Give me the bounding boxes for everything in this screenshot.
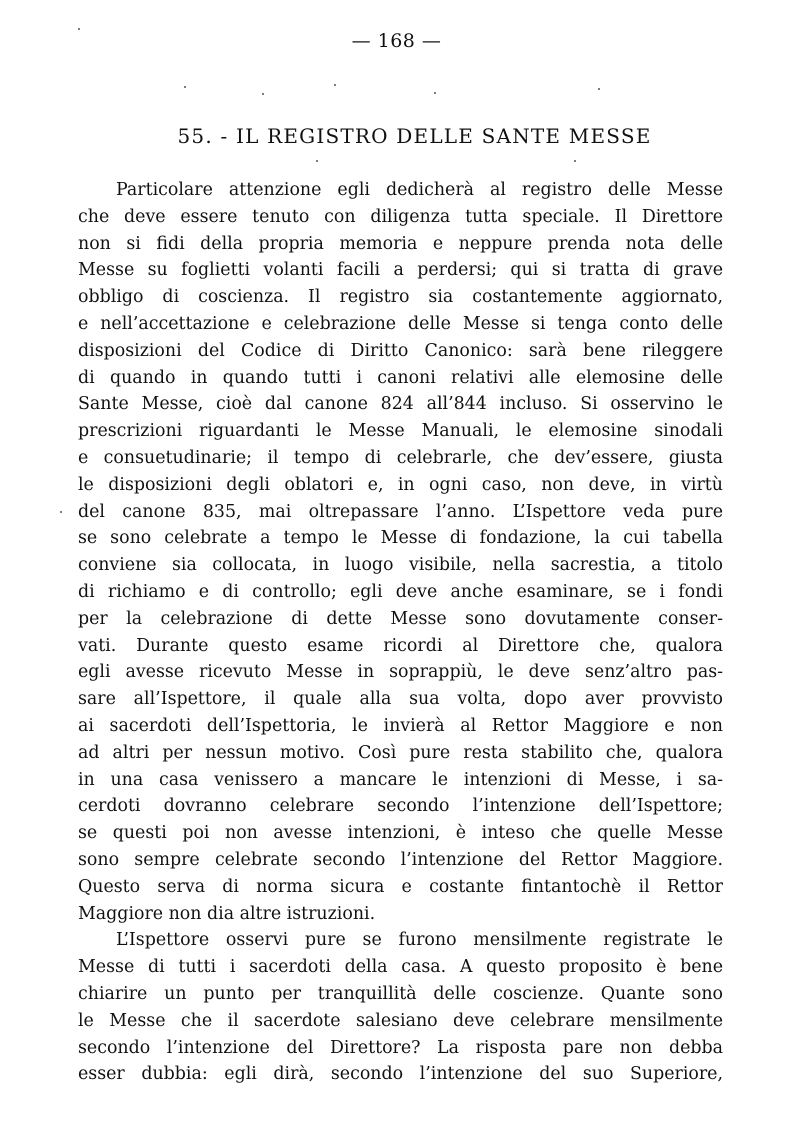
text-line: ai sacerdoti dell’Ispettoria, le invierà al Rettor Maggiore e non [78, 715, 723, 736]
scan-speck [262, 93, 264, 95]
scan-speck [78, 28, 80, 30]
text-line: per la celebrazione di dette Messe sono dovutamente conser- [78, 608, 723, 629]
text-line: chiarire un punto per tranquillità delle coscienze. Quante sono [78, 983, 723, 1004]
text-line: le Messe che il sacerdote salesiano deve celebrare mensilmente [78, 1010, 723, 1031]
text-line: se questi poi non avesse intenzioni, è inteso che quelle Messe [78, 823, 723, 844]
scan-speck [598, 88, 600, 90]
text-line: cerdoti dovranno celebrare secondo l’intenzione dell’Ispettore; [78, 796, 723, 817]
text-line: in una casa venissero a mancare le intenzioni di Messe, i sa- [78, 769, 723, 790]
scan-speck [434, 92, 436, 94]
text-line: prescrizioni riguardanti le Messe Manuali, le elemosine sinodali [78, 421, 723, 442]
text-line: sono sempre celebrate secondo l’intenzione del Rettor Maggiore. [78, 849, 723, 870]
text-line: di richiamo e di controllo; egli deve anche esaminare, se i fondi [78, 581, 723, 602]
section-title: 55. - IL REGISTRO DELLE SANTE MESSE [177, 124, 652, 148]
text-line: Questo serva di norma sicura e costante fintantochè il Rettor [78, 876, 723, 897]
scan-speck [574, 160, 576, 162]
text-line: le disposizioni degli oblatori e, in ogni caso, non deve, in virtù [78, 474, 723, 495]
text-line: Maggiore non dia altre istruzioni. [78, 903, 376, 924]
text-line: secondo l’intenzione del Direttore? La risposta pare non debba [78, 1037, 723, 1058]
text-line: esser dubbia: egli dirà, secondo l’intenzione del suo Superiore, [78, 1064, 723, 1085]
text-line: Particolare attenzione egli dedicherà al registro delle Messe [116, 180, 723, 200]
text-line: obbligo di coscienza. Il registro sia costantemente aggiornato, [78, 287, 723, 308]
text-line: vati. Durante questo esame ricordi al Direttore che, qualora [78, 635, 723, 656]
scan-speck [334, 84, 336, 86]
text-line: che deve essere tenuto con diligenza tutta speciale. Il Direttore [78, 206, 723, 227]
page-number: — 168 — [351, 30, 442, 52]
scan-speck [316, 160, 318, 162]
text-line: e nell’accettazione e celebrazione delle Messe si tenga conto delle [78, 313, 723, 334]
text-line: di quando in quando tutti i canoni relativi alle elemosine delle [78, 367, 723, 388]
text-line: Messe su foglietti volanti facili a perdersi; qui si tratta di grave [78, 260, 723, 281]
text-line: ad altri per nessun motivo. Così pure resta stabilito che, qualora [78, 742, 723, 763]
text-line: se sono celebrate a tempo le Messe di fondazione, la cui tabella [78, 528, 723, 549]
text-line: Messe di tutti i sacerdoti della casa. A questo proposito è bene [78, 957, 723, 978]
text-line: non si fidi della propria memoria e neppure prenda nota delle [78, 233, 723, 254]
scan-speck [60, 511, 62, 513]
text-line: L’Ispettore osservi pure se furono mensilmente registrate le [116, 930, 723, 951]
text-line: Sante Messe, cioè dal canone 824 all’844 incluso. Si osservino le [78, 394, 723, 415]
text-line: egli avesse ricevuto Messe in soprappiù, le deve senz’altro pas- [78, 662, 723, 683]
text-line: del canone 835, mai oltrepassare l’anno. L’Ispettore veda pure [78, 501, 723, 522]
text-line: e consuetudinarie; il tempo di celebrarle, che dev’essere, giusta [78, 447, 723, 468]
text-line: sare all’Ispettore, il quale alla sua volta, dopo aver provvisto [78, 689, 723, 710]
scan-speck [184, 86, 186, 88]
text-line: disposizioni del Codice di Diritto Canonico: sarà bene rileggere [78, 340, 723, 361]
text-line: conviene sia collocata, in luogo visibile, nella sacrestia, a titolo [78, 555, 723, 576]
body-text [78, 177, 723, 1088]
